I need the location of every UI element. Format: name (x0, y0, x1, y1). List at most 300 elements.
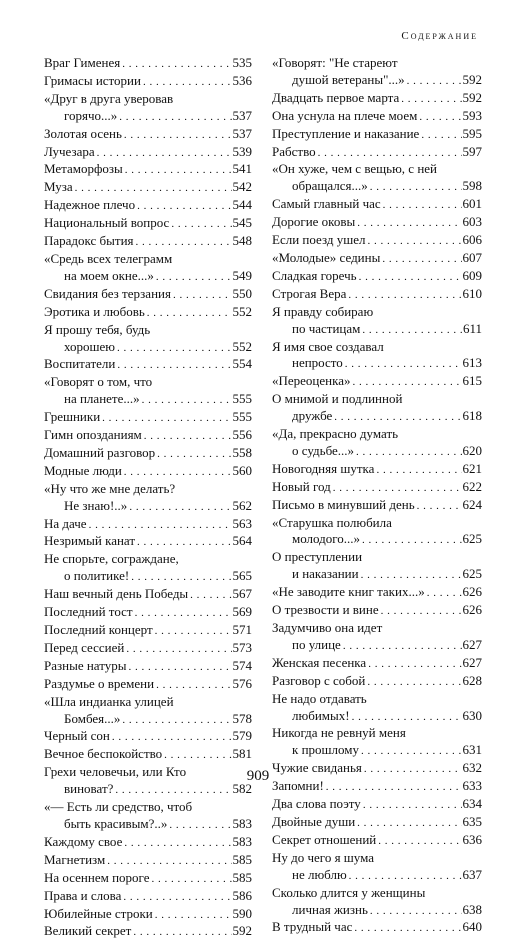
toc-entry-page: 631 (462, 742, 482, 758)
toc-entry-title: быть красивым?..» (64, 815, 168, 831)
toc-entry-page: 558 (232, 444, 252, 460)
toc-entry-page: 545 (232, 215, 252, 231)
toc-entry-title: Новый год (272, 478, 331, 494)
toc-entry (44, 409, 252, 427)
toc-entry-title: «Да, прекрасно думать (272, 426, 399, 442)
toc-entry (44, 640, 252, 658)
dot-leader (367, 232, 461, 250)
toc-entry-page: 593 (462, 107, 482, 123)
toc-entry (272, 373, 482, 391)
toc-entry (44, 356, 252, 374)
toc-entry-title: «Ну что же мне делать? (44, 480, 176, 496)
dot-leader (353, 373, 462, 391)
toc-entry-title: Я имя свое создавал (272, 338, 384, 354)
toc-entry-page: 595 (462, 125, 482, 141)
toc-entry-page: 598 (462, 178, 482, 194)
toc-entry-title: О преступлении (272, 549, 363, 565)
toc-entry-title: Ну до чего я шума (272, 849, 375, 865)
toc-entry (272, 549, 482, 584)
toc-entry-page: 569 (232, 604, 252, 620)
toc-entry-title: Дорогие оковы (272, 214, 356, 230)
dot-leader (129, 498, 231, 516)
toc-entry-page: 638 (462, 901, 482, 917)
dot-leader (359, 268, 462, 286)
toc-entry-page: 624 (462, 496, 482, 512)
toc-entry-page: 601 (462, 196, 482, 212)
toc-entry-page: 549 (232, 267, 252, 283)
dot-leader (122, 711, 231, 729)
toc-entry-page: 574 (232, 657, 252, 673)
toc-entry (272, 602, 482, 620)
toc-entry (44, 676, 252, 694)
toc-entry (44, 286, 252, 304)
toc-entry-title: Самый главный час (272, 196, 381, 212)
toc-entry-title: Рабство (272, 143, 316, 159)
toc-entry-title: и наказании (292, 566, 359, 582)
dot-leader (421, 126, 461, 144)
dot-leader (334, 408, 461, 426)
dot-leader (157, 445, 231, 463)
toc-entry (44, 923, 252, 941)
toc-entry (272, 479, 482, 497)
toc-entry-page: 625 (462, 531, 482, 547)
toc-entry (272, 850, 482, 885)
toc-entry (44, 834, 252, 852)
toc-entry-title: На даче (44, 515, 87, 531)
dot-leader (354, 919, 461, 937)
toc-entry-title: О трезвости и вине (272, 602, 379, 618)
dot-leader (128, 658, 231, 676)
toc-entry (44, 870, 252, 888)
toc-entry (44, 233, 252, 251)
toc-entry-title: «Переоценка» (272, 373, 351, 389)
dot-leader (382, 250, 461, 268)
toc-entry-title: На осеннем пороге (44, 869, 150, 885)
dot-leader (370, 902, 462, 920)
dot-leader (117, 356, 231, 374)
toc-entry-page: 592 (462, 71, 482, 87)
toc-entry (272, 426, 482, 461)
toc-entry-page: 622 (462, 478, 482, 494)
toc-entry-page: 590 (232, 905, 252, 921)
dot-leader (357, 814, 461, 832)
toc-entry-title: к прошлому (292, 742, 359, 758)
dot-leader (102, 409, 231, 427)
toc-entry-page: 627 (462, 636, 482, 652)
toc-entry (44, 215, 252, 233)
toc-entry-page: 537 (232, 107, 252, 123)
dot-leader (135, 604, 232, 622)
toc-entry (272, 391, 482, 426)
toc-entry-title: Бомбея...» (64, 710, 121, 726)
dot-leader (124, 834, 231, 852)
toc-entry-page: 536 (232, 72, 252, 88)
dot-leader (417, 497, 462, 515)
toc-entry-page: 552 (232, 303, 252, 319)
toc-entry (44, 251, 252, 286)
toc-entry-page: 555 (232, 409, 252, 425)
toc-entry (272, 339, 482, 374)
toc-entry-title: «Не заводите книг таких...» (272, 584, 425, 600)
toc-entry-page: 592 (462, 89, 482, 105)
toc-entry-page: 542 (232, 179, 252, 195)
toc-entry-title: непросто (292, 355, 343, 371)
toc-entry (44, 427, 252, 445)
toc-entry-title: Юбилейные строки (44, 905, 153, 921)
toc-entry (272, 304, 482, 339)
toc-entry (44, 728, 252, 746)
dot-leader (119, 108, 231, 126)
toc-entry (272, 673, 482, 691)
toc-entry-title: Не знаю!..» (64, 497, 128, 513)
toc-entry-page: 583 (232, 815, 252, 831)
toc-entry (272, 885, 482, 920)
toc-entry (44, 852, 252, 870)
toc-entry-title: «Молодые» седины (272, 249, 381, 265)
dot-leader (367, 673, 461, 691)
dot-leader (126, 640, 231, 658)
dot-leader (155, 906, 232, 924)
toc-entry (272, 144, 482, 162)
toc-entry-title: «Он хуже, чем с вещью, с ней (272, 161, 438, 177)
toc-entry (272, 691, 482, 726)
dot-leader (97, 144, 232, 162)
toc-entry-title: «Говорят: "Не стареют (272, 55, 398, 70)
dot-leader (343, 637, 462, 655)
toc-entry-title: Последний концерт (44, 622, 153, 637)
toc-entry-title: Сколько длится у женщины (272, 884, 426, 900)
toc-entry-title: Двадцать первое марта (272, 89, 400, 105)
toc-entry-title: Грешники (44, 409, 101, 425)
toc-entry-title: Новогодняя шутка (272, 460, 375, 476)
toc-entry-title: обращался...» (292, 178, 368, 194)
toc-entry-title: Магнетизм (44, 851, 106, 867)
toc-entry-page: 581 (232, 746, 252, 762)
toc-entry-title: Никогда не ревнуй меня (272, 725, 406, 741)
toc-entry-title: Если поезд ушел (272, 232, 366, 248)
dot-leader (123, 888, 231, 906)
dot-leader (137, 533, 231, 551)
dot-leader (376, 461, 461, 479)
toc-entry-page: 609 (462, 267, 482, 283)
toc-entry-page: 615 (462, 373, 482, 389)
toc-entry-title: «Говорят о том, что (44, 374, 153, 390)
dot-leader (370, 178, 462, 196)
toc-entry-title: Не спорьте, сограждане, (44, 551, 179, 567)
toc-entry (272, 725, 482, 760)
toc-entry (44, 551, 252, 586)
toc-entry-page: 583 (232, 833, 252, 849)
toc-entry (272, 232, 482, 250)
toc-entry-title: горячо...» (64, 107, 118, 123)
toc-entry-title: о судьбе...» (292, 442, 355, 458)
dot-leader (137, 197, 231, 215)
toc-entry (272, 461, 482, 479)
dot-leader (124, 463, 232, 481)
dot-leader (147, 304, 232, 322)
toc-entry (272, 497, 482, 515)
toc-entry (272, 919, 482, 937)
toc-entry-title: Домашний разговор (44, 444, 156, 460)
toc-entry-title: Враг Гименея (44, 55, 121, 70)
toc-entry-title: Задумчиво она идет (272, 620, 383, 635)
toc-entry-page: 544 (232, 197, 252, 213)
dot-leader (419, 108, 461, 126)
toc-entry (44, 463, 252, 481)
toc-entry-title: Надежное плечо (44, 197, 136, 213)
toc-entry (272, 161, 482, 196)
toc-entry-title: молодого...» (292, 531, 361, 547)
toc-entry-title: «Друг в друга уверовав (44, 90, 174, 106)
dot-leader (190, 586, 231, 604)
dot-leader (383, 196, 462, 214)
toc-entry (44, 906, 252, 924)
toc-entry-title: дружбе (292, 408, 333, 424)
dot-leader (361, 742, 462, 760)
toc-entry (44, 161, 252, 179)
toc-entry-page: 565 (232, 568, 252, 584)
toc-entry-title: Лучезара (44, 143, 95, 159)
toc-column-left (44, 55, 252, 941)
toc-entry-title: Последний тост (44, 604, 133, 620)
toc-entry (272, 90, 482, 108)
toc-entry (44, 533, 252, 551)
dot-leader (361, 566, 462, 584)
toc-entry-page: 541 (232, 161, 252, 177)
toc-entry-page: 630 (462, 707, 482, 723)
toc-entry (44, 322, 252, 357)
toc-entry-page: 556 (232, 427, 252, 443)
dot-leader (352, 708, 462, 726)
toc-entry (272, 268, 482, 286)
toc-entry-title: по улице (292, 636, 341, 652)
toc-entry-title: Чужие свиданья (272, 760, 362, 776)
toc-entry (272, 584, 482, 602)
toc-entry-title: Гимн опозданиям (44, 427, 142, 443)
dot-leader (124, 126, 232, 144)
toc-entry (272, 286, 482, 304)
toc-entry-page: 634 (462, 796, 482, 812)
toc-entry-page: 582 (232, 781, 252, 797)
toc-entry-title: «Средь всех телеграмм (44, 250, 173, 266)
toc-entry-title: Разговор с собой (272, 672, 366, 688)
toc-entry-title: на планете...» (64, 391, 140, 407)
toc-entry-title: Я прошу тебя, будь (44, 321, 151, 337)
toc-entry-title: любимых! (292, 707, 350, 723)
toc-entry-page: 636 (462, 831, 482, 847)
toc-entry (272, 214, 482, 232)
toc-entry (272, 108, 482, 126)
dot-leader (164, 746, 231, 764)
dot-leader (381, 602, 462, 620)
toc-entry-page: 640 (462, 919, 482, 935)
toc-entry-title: Два слова поэту (272, 796, 361, 812)
dot-leader (378, 832, 461, 850)
toc-entry (272, 250, 482, 268)
toc-entry-title: Золотая осень (44, 125, 122, 141)
toc-entry-page: 555 (232, 391, 252, 407)
toc-entry-page: 625 (462, 566, 482, 582)
toc-entry (44, 91, 252, 126)
toc-entry (272, 515, 482, 550)
dot-leader (169, 816, 231, 834)
dot-leader (356, 443, 461, 461)
toc-entry-title: Великий секрет (44, 923, 132, 939)
toc-entry-title: Национальный вопрос (44, 215, 170, 231)
dot-leader (131, 568, 231, 586)
toc-entry-page: 627 (462, 654, 482, 670)
toc-entry (272, 55, 482, 90)
toc-entry (44, 144, 252, 162)
toc-entry-page: 620 (462, 442, 482, 458)
toc-entry-page: 592 (232, 923, 252, 939)
toc-entry-title: «— Есть ли средство, чтоб (44, 799, 193, 815)
dot-leader (136, 233, 232, 251)
toc-entry-title: Муза (44, 179, 73, 195)
toc-entry-page: 560 (232, 462, 252, 478)
toc-entry (44, 374, 252, 409)
dot-leader (318, 144, 462, 162)
toc-entry-title: Не надо отдавать (272, 690, 367, 706)
toc-entry (44, 516, 252, 534)
toc-entry-title: Черный сон (44, 728, 110, 744)
toc-entry (44, 888, 252, 906)
dot-leader (117, 339, 232, 357)
toc-entry-title: Двойные души (272, 813, 356, 829)
toc-entry (272, 796, 482, 814)
toc-entry-page: 578 (232, 710, 252, 726)
dot-leader (122, 55, 231, 73)
dot-leader (143, 73, 232, 91)
toc-entry (44, 126, 252, 144)
dot-leader (75, 179, 232, 197)
toc-entry-page: 564 (232, 533, 252, 549)
toc-entry-title: на моем окне...» (64, 267, 154, 283)
toc-entry-title: личная жизнь (292, 901, 368, 917)
toc-entry-title: Запомни! (272, 778, 324, 794)
toc-entry (272, 832, 482, 850)
dot-leader (89, 516, 232, 534)
toc-entry (44, 622, 252, 640)
toc-entry-title: Воспитатели (44, 356, 116, 372)
toc-entry (44, 658, 252, 676)
toc-entry-title: хорошею (64, 338, 115, 354)
toc-entry (272, 126, 482, 144)
dot-leader (349, 867, 462, 885)
toc-entry-title: О мнимой и подлинной (272, 391, 403, 407)
toc-entry-page: 607 (462, 249, 482, 265)
toc-entry-page: 571 (232, 622, 252, 637)
toc-entry-page: 613 (462, 355, 482, 371)
toc-entry-page: 550 (232, 285, 252, 301)
toc-entry-title: Сладкая горечь (272, 267, 357, 283)
page-number: 909 (246, 768, 270, 784)
toc-entry-page: 562 (232, 497, 252, 513)
toc-entry (44, 746, 252, 764)
toc-entry-page: 585 (232, 851, 252, 867)
toc-entry-page: 611 (462, 320, 482, 336)
dot-leader (151, 870, 231, 888)
toc-entry-title: «Шла индианка улицей (44, 693, 174, 709)
dot-leader (363, 796, 462, 814)
toc-entry-page: 539 (232, 143, 252, 159)
toc-entry-page: 579 (232, 728, 252, 744)
dot-leader (156, 676, 231, 694)
dot-leader (144, 427, 232, 445)
toc-entry-title: Незримый канат (44, 533, 136, 549)
toc-entry-page: 633 (462, 778, 482, 794)
dot-leader (333, 479, 462, 497)
toc-entry-page: 606 (462, 232, 482, 248)
toc-entry-page: 597 (462, 143, 482, 159)
toc-entry-page: 537 (232, 125, 252, 141)
toc-entry-title: Секрет отношений (272, 831, 377, 847)
toc-entry-page: 535 (232, 55, 252, 70)
toc-entry (44, 197, 252, 215)
dot-leader (368, 655, 461, 673)
dot-leader (345, 355, 462, 373)
toc-entry (44, 73, 252, 91)
toc-entry (44, 445, 252, 463)
toc-entry-title: Наш вечный день Победы (44, 586, 189, 602)
toc-entry-title: Гримасы истории (44, 72, 141, 88)
toc-entry-title: душой ветераны"...» (292, 71, 405, 87)
toc-entry-title: Свидания без терзания (44, 285, 171, 301)
dot-leader (362, 321, 462, 339)
toc-entry-page: 621 (462, 460, 482, 476)
toc-entry (272, 196, 482, 214)
toc-entry-page: 603 (462, 214, 482, 230)
toc-entry-page: 585 (232, 869, 252, 885)
dot-leader (133, 923, 231, 941)
toc-entry-page: 563 (232, 515, 252, 531)
dot-leader (362, 531, 461, 549)
toc-entry-title: по частицам (292, 320, 361, 336)
toc-entry (44, 179, 252, 197)
toc-entry-page: 626 (462, 584, 482, 600)
toc-entry-page: 610 (462, 285, 482, 301)
toc-entry (44, 694, 252, 729)
toc-entry-title: Метаморфозы (44, 161, 123, 177)
toc-entry (44, 55, 252, 73)
toc-entry-title: Парадокс бытия (44, 233, 134, 249)
dot-leader (427, 584, 462, 602)
toc-entry-page: 554 (232, 356, 252, 372)
toc-entry (44, 586, 252, 604)
toc-entry-title: Она уснула на плече моем (272, 107, 418, 123)
toc-entry-page: 552 (232, 338, 252, 354)
toc-entry (272, 814, 482, 832)
toc-entry-title: Эротика и любовь (44, 303, 145, 319)
toc-entry-title: В трудный час (272, 919, 353, 935)
toc-entry-page: 586 (232, 887, 252, 903)
toc-entry (44, 304, 252, 322)
toc-entry-title: Преступление и наказание (272, 125, 420, 141)
toc-entry-page: 632 (462, 760, 482, 776)
dot-leader (348, 286, 461, 304)
dot-leader (107, 852, 231, 870)
toc-entry-page: 548 (232, 233, 252, 249)
toc-entry-title: не люблю (292, 866, 347, 882)
dot-leader (401, 90, 461, 108)
toc-entry-title: Грехи человечьи, или Кто (44, 764, 187, 780)
dot-leader (142, 391, 232, 409)
toc-entry (44, 799, 252, 834)
toc-entry-page: 618 (462, 408, 482, 424)
dot-leader (155, 622, 232, 640)
toc-entry-title: Права и слова (44, 887, 122, 903)
toc-entry (44, 481, 252, 516)
